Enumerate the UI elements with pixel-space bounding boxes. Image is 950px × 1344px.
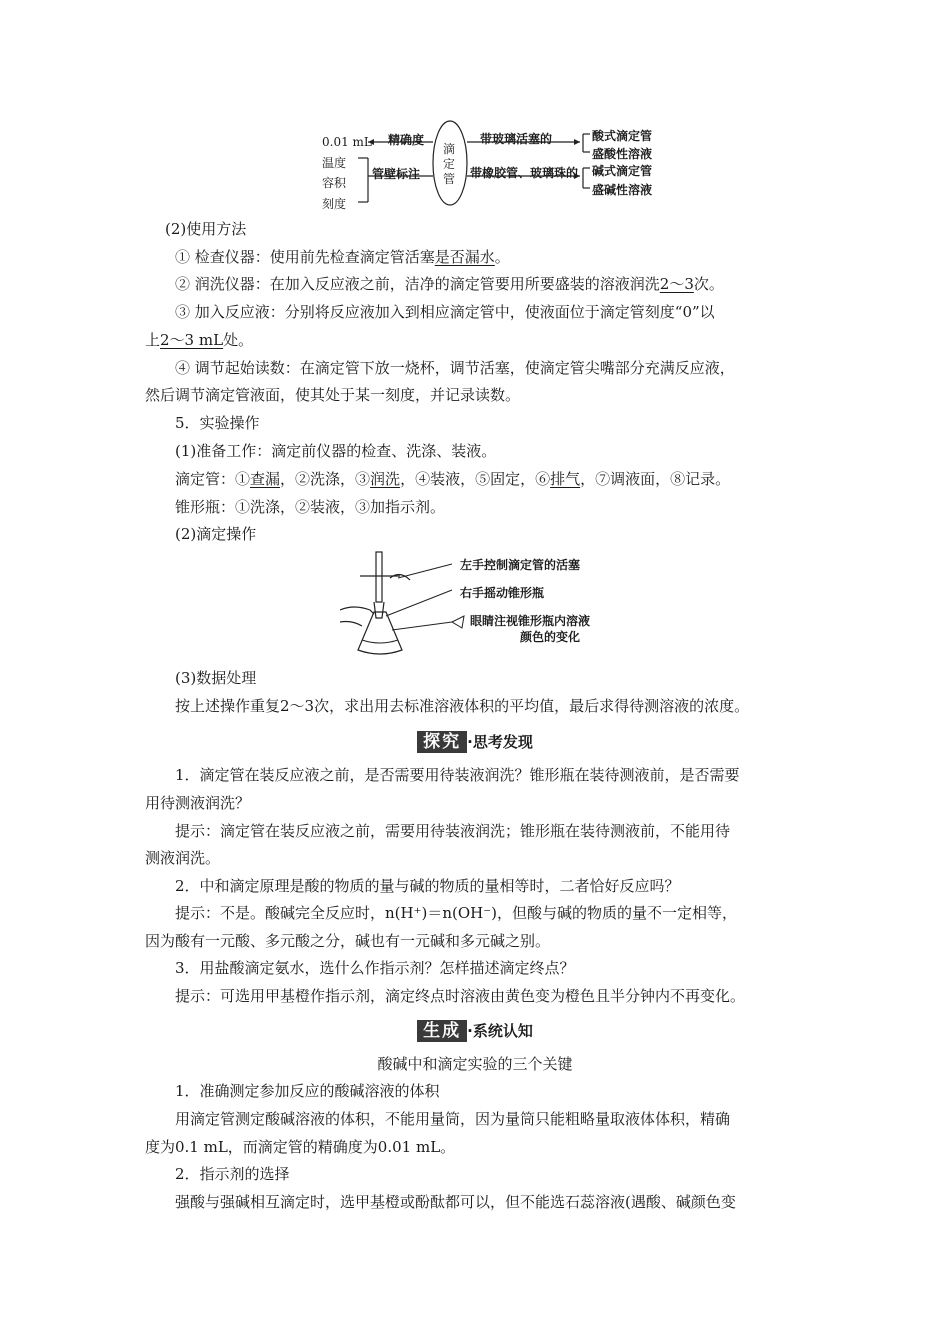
precision-value: 0.01 mL [322,135,372,149]
center-label: 滴定管 [443,142,456,186]
generate-subtitle: 酸碱中和滴定实验的三个关键 [377,1055,573,1073]
buret-diagram [318,118,668,218]
titration-figure [340,550,620,660]
titration-heading: (2)滴定操作 [175,525,257,543]
base-buret: 碱式滴定管 [592,164,653,178]
point-2: 2．指示剂的选择 [175,1165,290,1183]
usage-item-4-line1: ④ 调节起始读数：在滴定管下放一烧杯，调节活塞，使滴定管尖嘴部分充满反应液， [175,359,735,377]
point-1: 1．准确测定参加反应的酸碱溶液的体积 [175,1082,440,1100]
q1-line1: 1．滴定管在装反应液之前，是否需要用待装液润洗？锥形瓶在装待测液前，是否需要 [175,766,740,784]
generate-header [0,1020,950,1042]
a1-line2: 测液润洗。 [145,849,221,867]
data-text: 按上述操作重复2～3次，求出用去标准溶液体积的平均值，最后求得待测溶液的浓度。 [175,697,750,715]
precision-label: 精确度 [388,133,425,147]
generate-title: ·系统认知 [467,1022,533,1040]
point-2-line1: 强酸与强碱相互滴定时，选甲基橙或酚酞都可以，但不能选石蕊溶液(遇酸、碱颜色变 [175,1193,736,1211]
fig-label-left-hand: 左手控制滴定管的活塞 [460,558,581,572]
operation-flask: 锥形瓶：①洗涤，②装液，③加指示剂。 [175,498,446,516]
usage-item-4-line2: 然后调节滴定管液面，使其处于某一刻度，并记录读数。 [145,386,521,404]
explore-header [0,731,950,753]
generate-box: 生成 [417,1020,467,1042]
marks-label: 管壁标注 [372,167,421,181]
fig-label-color: 颜色的变化 [520,630,581,644]
base-content: 盛碱性溶液 [592,183,653,197]
a2-line2: 因为酸有一元酸、多元酸之分，碱也有一元碱和多元碱之别。 [145,932,551,950]
data-heading: (3)数据处理 [175,669,257,687]
point-1-line2: 度为0.1 mL，而滴定管的精确度为0.01 mL。 [145,1138,456,1156]
mark-temperature: 温度 [322,156,347,170]
operation-buret: 滴定管：①查漏，②洗涤，③润洗，④装液，⑤固定，⑥排气，⑦调液面，⑧记录。 [175,470,731,488]
acid-buret: 酸式滴定管 [592,129,653,143]
acid-content: 盛酸性溶液 [592,147,653,161]
fig-label-eyes: 眼睛注视锥形瓶内溶液 [470,614,591,628]
top-branch-label: 带玻璃活塞的 [480,132,553,146]
mark-scale: 刻度 [322,197,347,211]
q3: 3．用盐酸滴定氨水，选什么作指示剂？怎样描述滴定终点？ [175,959,575,977]
usage-item-3-line2: 上2～3 mL处。 [145,331,254,349]
a2-line1: 提示：不是。酸碱完全反应时，n(H⁺)＝n(OH⁻)，但酸与碱的物质的量不一定相等， [175,904,738,922]
usage-heading: (2)使用方法 [165,220,247,238]
bottom-branch-label: 带橡胶管、玻璃珠的 [470,166,579,180]
usage-item-2: ② 润洗仪器：在加入反应液之前，洁净的滴定管要用所要盛装的溶液润洗2～3次。 [175,275,724,293]
operation-heading: 5．实验操作 [175,414,260,432]
operation-prep: (1)准备工作：滴定前仪器的检查、洗涤、装液。 [175,442,497,460]
a3: 提示：可选用甲基橙作指示剂，滴定终点时溶液由黄色变为橙色且半分钟内不再变化。 [175,987,746,1005]
fig-label-right-hand: 右手摇动锥形瓶 [460,586,545,600]
mark-volume: 容积 [322,176,347,190]
explore-title: ·思考发现 [467,733,533,751]
a1-line1: 提示：滴定管在装反应液之前，需要用待装液润洗；锥形瓶在装待测液前，不能用待 [175,822,731,840]
usage-item-1: ① 检查仪器：使用前先检查滴定管活塞是否漏水。 [175,248,510,266]
q1-line2: 用待测液润洗？ [145,794,251,812]
explore-box: 探究 [417,731,467,753]
point-1-line1: 用滴定管测定酸碱溶液的体积，不能用量筒，因为量筒只能粗略量取液体体积，精确 [175,1110,731,1128]
q2: 2．中和滴定原理是酸的物质的量与碱的物质的量相等时，二者恰好反应吗？ [175,877,680,895]
usage-item-3-line1: ③ 加入反应液：分别将反应液加入到相应滴定管中，使液面位于滴定管刻度“0”以 [175,303,715,321]
